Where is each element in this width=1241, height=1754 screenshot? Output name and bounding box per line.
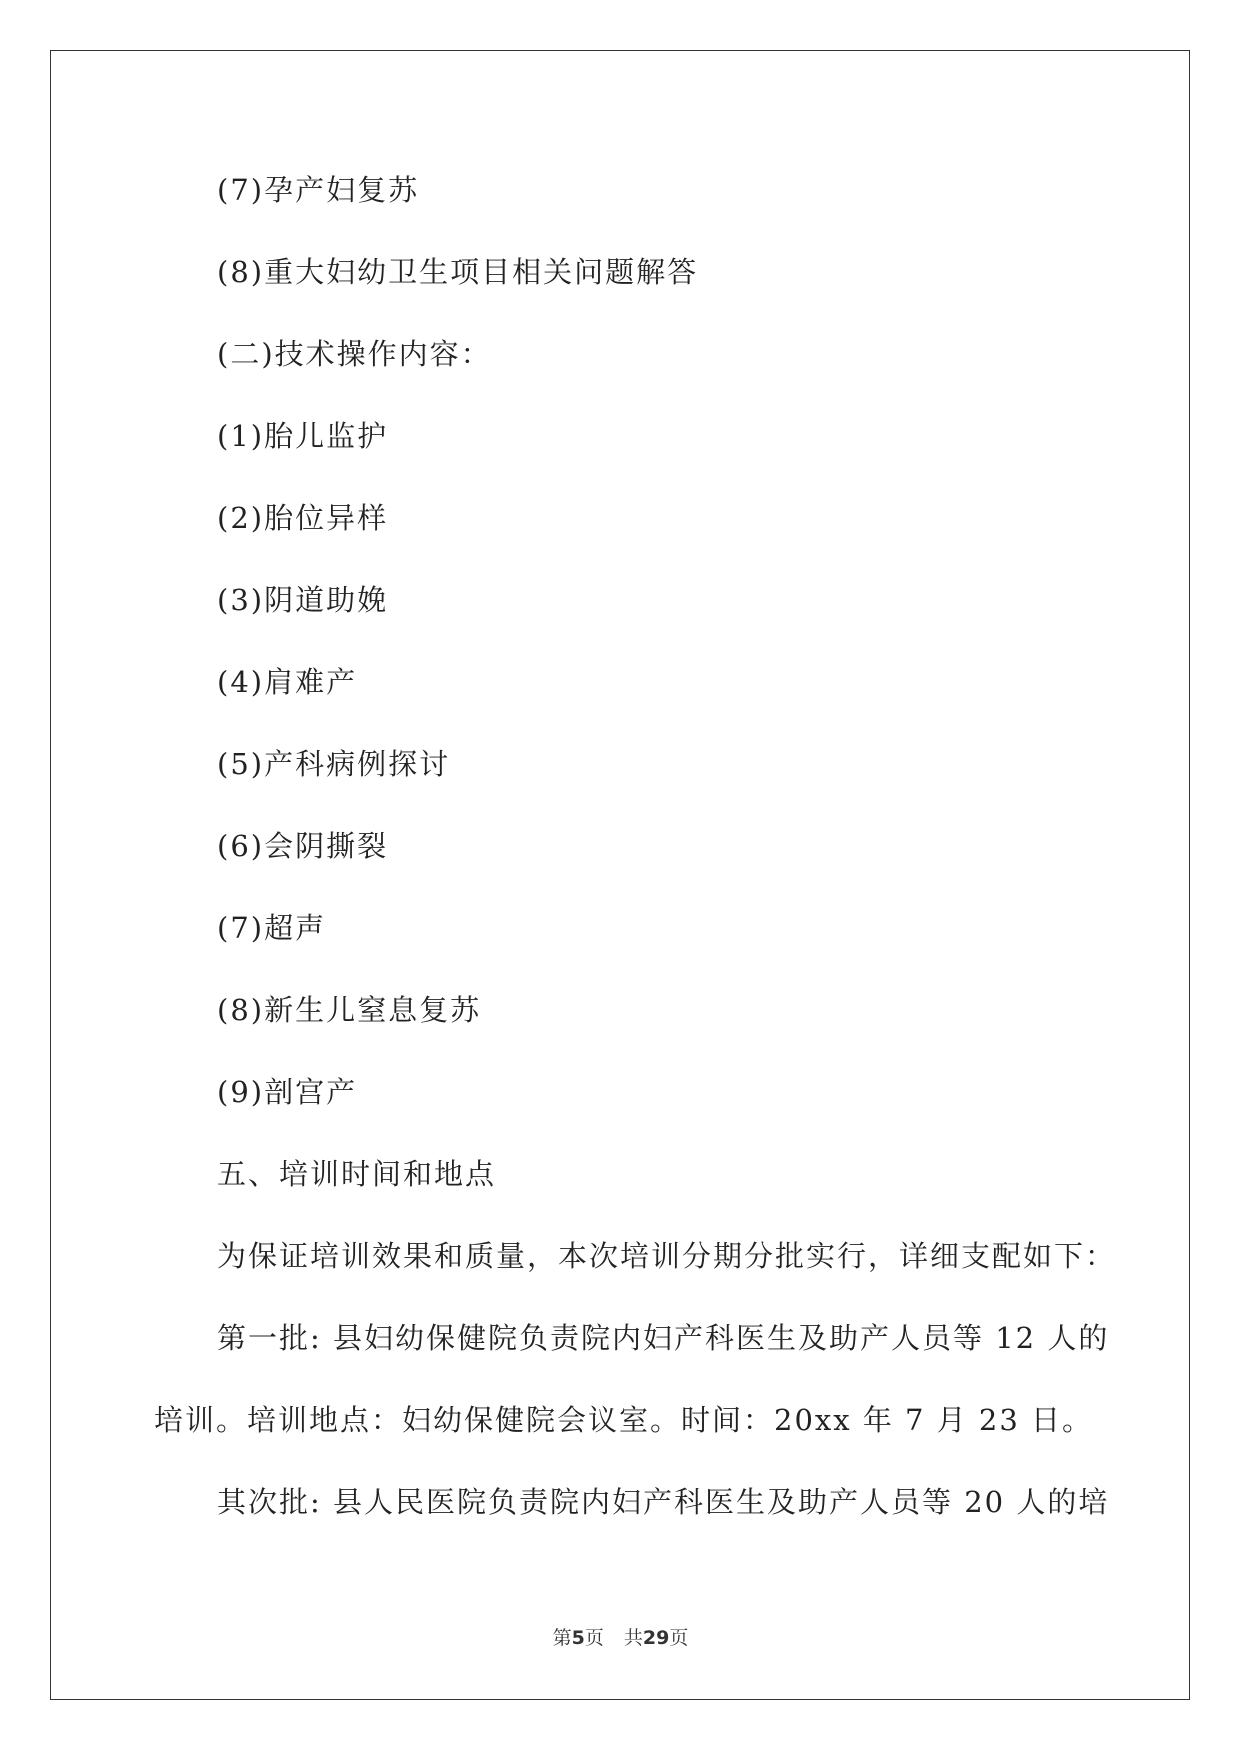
list-item: (9)剖宫产	[217, 1075, 358, 1109]
list-item: (7)超声	[217, 911, 327, 945]
list-item: (7)孕产妇复苏	[217, 173, 420, 207]
footer-total-prefix: 共	[623, 1627, 643, 1649]
section-heading: 五、培训时间和地点	[217, 1157, 497, 1191]
paragraph-line: 培训。培训地点：妇幼保健院会议室。时间：20xx 年 7 月 23 日。	[154, 1403, 1094, 1437]
list-item: (3)阴道助娩	[217, 583, 389, 617]
list-item: (2)胎位异样	[217, 501, 389, 535]
list-item: (1)胎儿监护	[217, 419, 389, 453]
list-item: (6)会阴撕裂	[217, 829, 389, 863]
list-item: (8)重大妇幼卫生项目相关问题解答	[217, 255, 699, 289]
footer-page-prefix: 第	[552, 1627, 572, 1649]
section-heading: (二)技术操作内容：	[217, 337, 492, 371]
paragraph-line: 其次批: 县人民医院负责院内妇产科医生及助产人员等 20 人的培	[217, 1485, 1110, 1519]
footer-page-mid: 页	[584, 1627, 604, 1649]
footer-page-total: 29	[642, 1627, 670, 1649]
list-item: (8)新生儿窒息复苏	[217, 993, 482, 1027]
list-item: (5)产科病例探讨	[217, 747, 451, 781]
list-item: (4)肩难产	[217, 665, 358, 699]
page-footer	[0, 1623, 1241, 1650]
paragraph-line: 第一批: 县妇幼保健院负责院内妇产科医生及助产人员等 12 人的	[217, 1321, 1110, 1355]
footer-page-current: 5	[571, 1627, 585, 1649]
paragraph-line: 为保证培训效果和质量，本次培训分期分批实行，详细支配如下：	[217, 1239, 1117, 1273]
footer-total-suffix: 页	[669, 1627, 689, 1649]
page-border	[50, 50, 1190, 1700]
